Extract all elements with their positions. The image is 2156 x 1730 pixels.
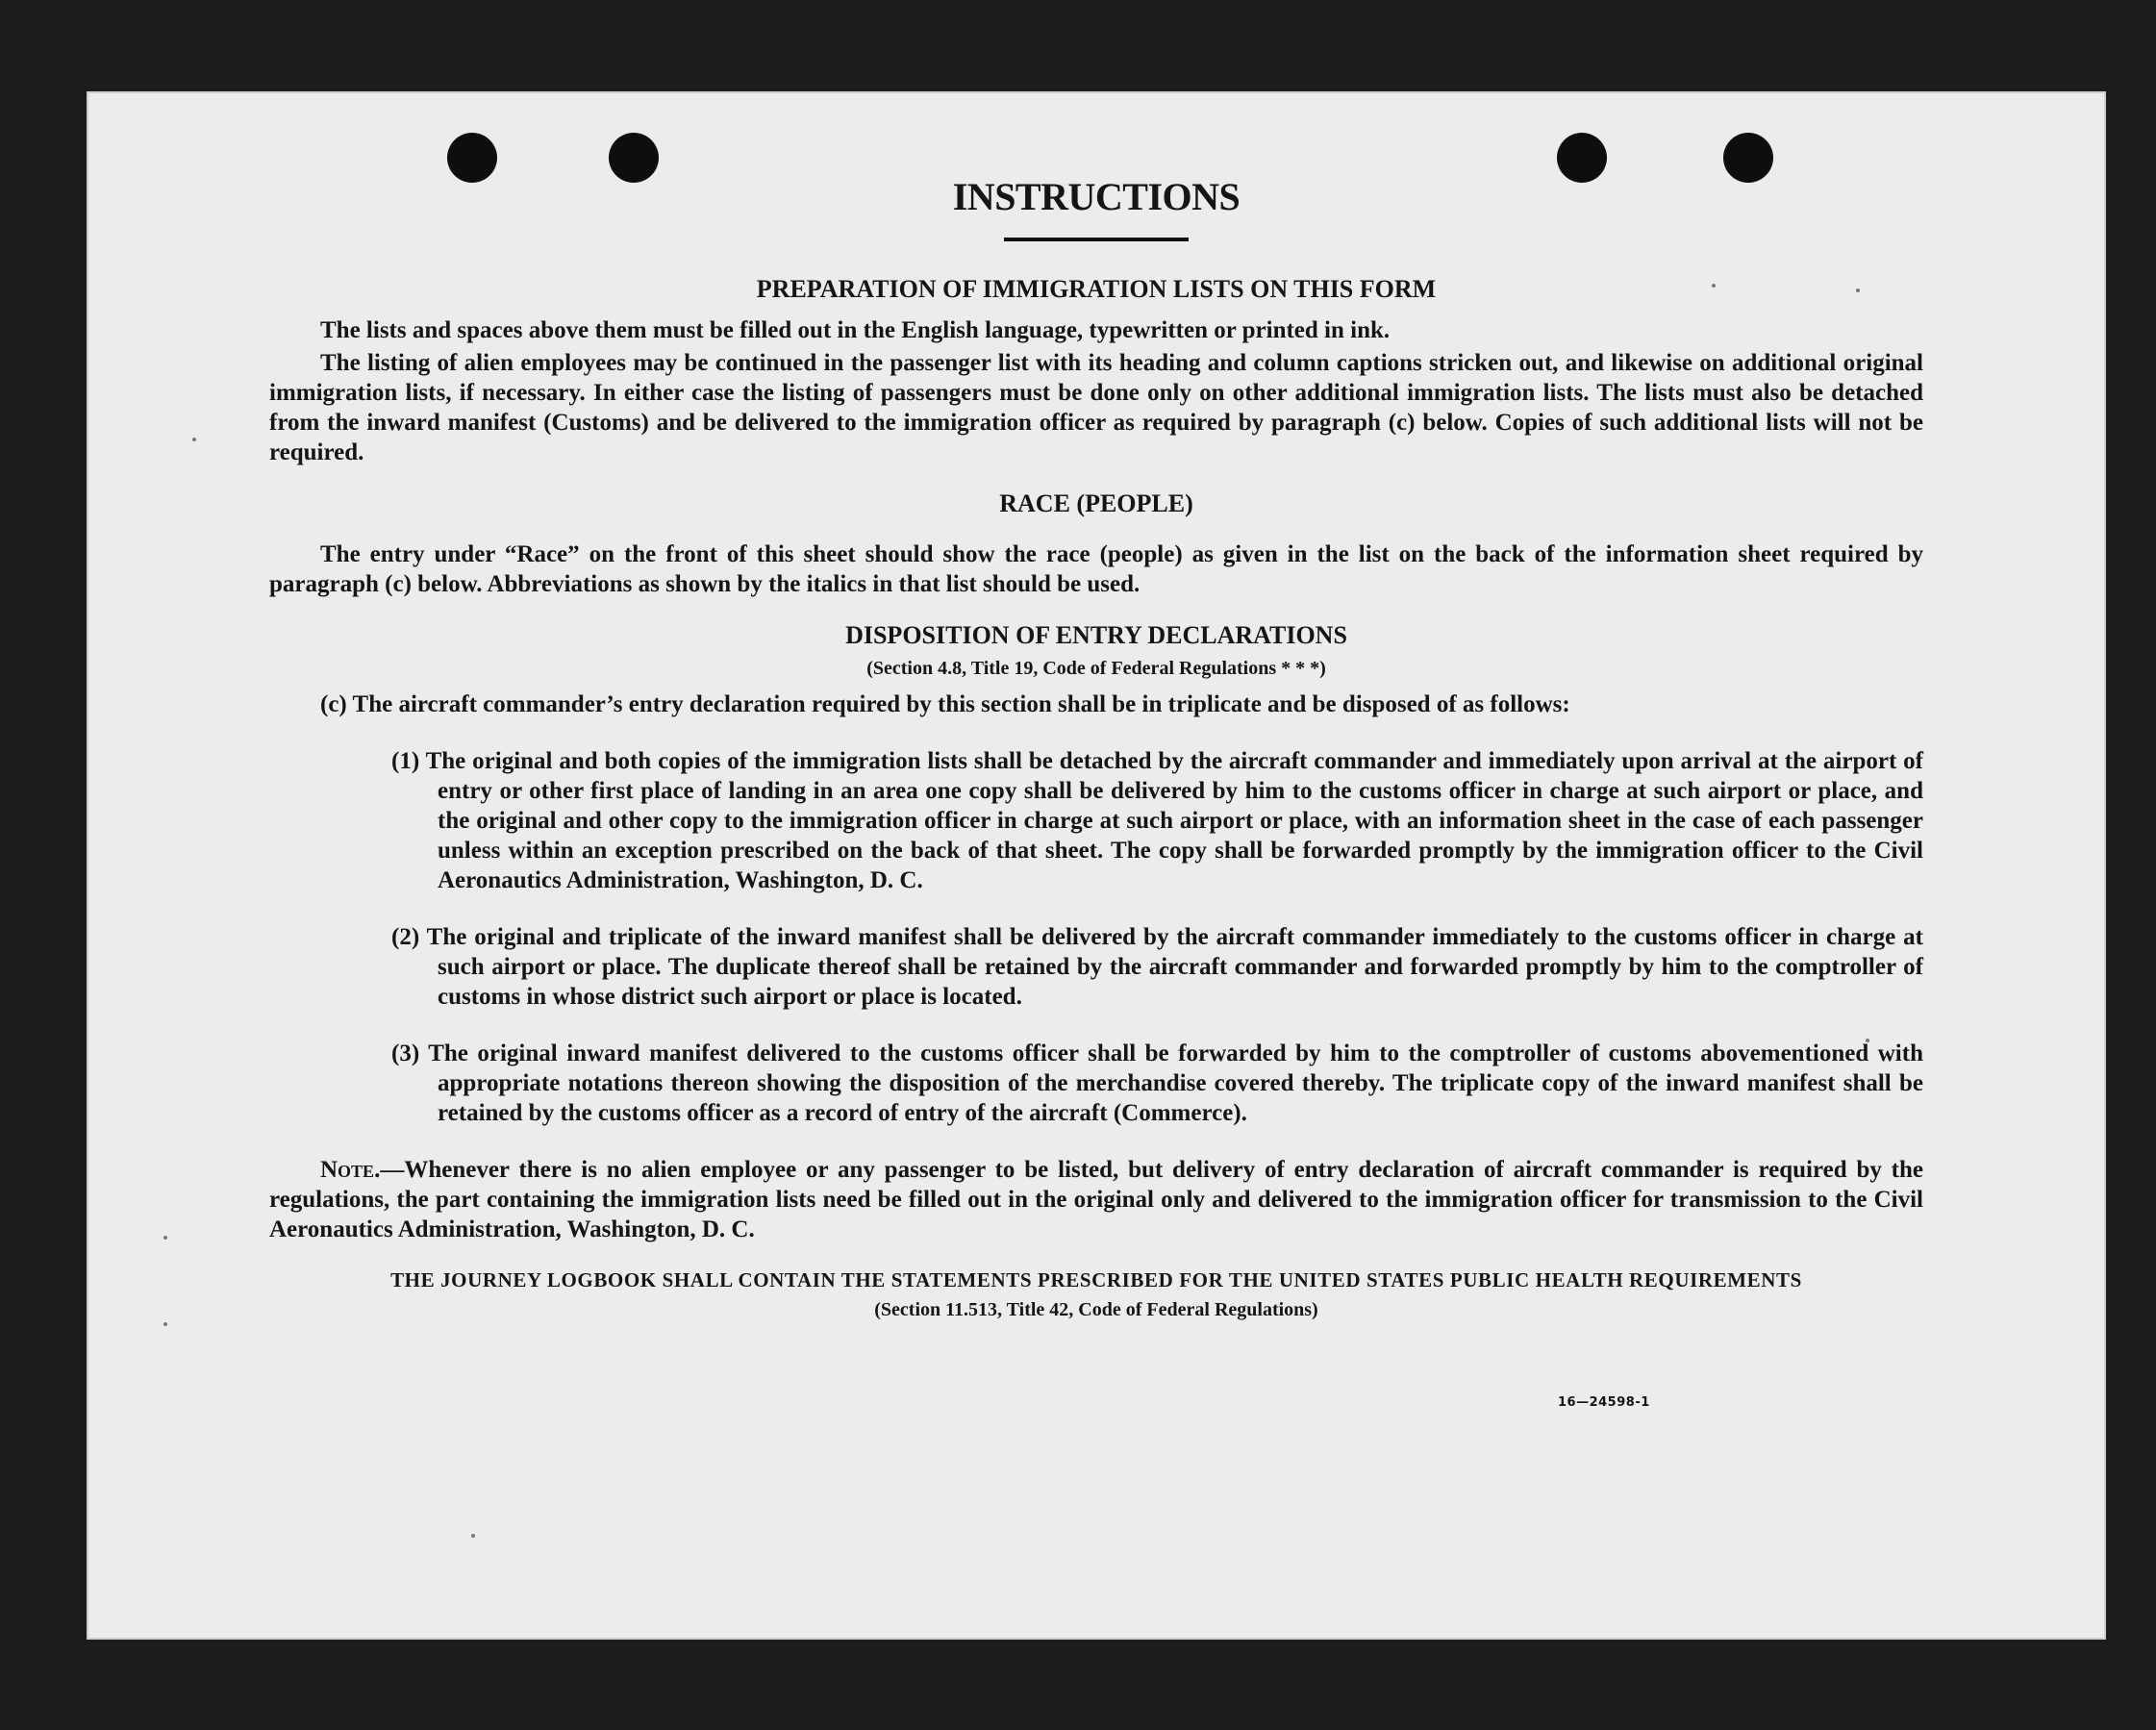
paper-speck	[163, 1322, 167, 1326]
list-item: (1) The original and both copies of the immigration lists shall be detached by the aircraft commander and immediately upon arrival at the airport of entry or other first place of landing in an area one copy shall be delivered by him to the customs officer in charge at such airport or place, and the original and other copy to the immigration officer in charge at such airport or place, with an information sheet in the case of each passenger unless within an exception prescribed on the back of that sheet. The copy shall be forwarded promptly by the immigration officer to the Civil Aeronautics Administration, Washington, D. C.	[391, 748, 1923, 893]
note-paragraph	[269, 1155, 1923, 1244]
note-text: —Whenever there is no alien employee or any passenger to be listed, but delivery of entry declaration of aircraft commander is required by the regulations, the part containing the immigration lists need be filled out in the original only and delivered to the immigration officer for transmission to the Civil Aeronautics Administration, Washington, D. C.	[269, 1157, 1923, 1242]
paragraph-entry-declaration: (c) The aircraft commander’s entry declaration required by this section shall be in triplicate and be disposed of as follows:	[320, 691, 1570, 717]
page-title: INSTRUCTIONS	[952, 175, 1241, 218]
paragraph-alien-employees: The listing of alien employees may be continued in the passenger list with its heading and column captions stricken out, and likewise on additional original immigration lists, if necessary. In either case the listing of passengers must be done only on other additional immigration lists. The lists must also be detached from the inward manifest (Customs) and be delivered to the immigration officer as required by paragraph (c) below. Copies of such additional lists will not be required.	[269, 350, 1923, 465]
paper-speck	[471, 1534, 475, 1538]
list-item: (2) The original and triplicate of the inward manifest shall be delivered by the aircraft commander immediately to the customs officer in charge at such airport or place. The duplicate thereof shall be retained by the aircraft commander and forwarded promptly by him to the comptroller of customs in whose district such airport or place is located.	[391, 924, 1923, 1010]
section-heading-disposition: DISPOSITION OF ENTRY DECLARATIONS	[845, 621, 1347, 649]
note-label: Note.	[320, 1157, 381, 1183]
section-heading-preparation: PREPARATION OF IMMIGRATION LISTS ON THIS FORM	[756, 275, 1437, 303]
paragraph-language: The lists and spaces above them must be filled out in the English language, typewritten or printed in ink.	[320, 317, 1391, 343]
instructions-body	[269, 274, 1923, 1325]
paragraph-race: The entry under “Race” on the front of this sheet should show the race (people) as given in the list on the back of the information sheet required by paragraph (c) below. Abbreviations as shown by the italics in that list should be used.	[269, 541, 1923, 597]
document-sheet	[87, 91, 2106, 1640]
paper-speck	[192, 438, 196, 441]
footer-requirement: THE JOURNEY LOGBOOK SHALL CONTAIN THE STATEMENTS PRESCRIBED FOR THE UNITED STATES PUBLIC HEALTH REQUIREMENTS	[390, 1268, 1802, 1291]
footer-citation: (Section 11.513, Title 42, Code of Federal Regulations)	[874, 1299, 1318, 1320]
section-citation: (Section 4.8, Title 19, Code of Federal Regulations * * *)	[866, 658, 1326, 679]
paper-speck	[163, 1236, 167, 1240]
section-heading-race: RACE (PEOPLE)	[999, 489, 1193, 517]
form-number: 16—24598-1	[1558, 1395, 1650, 1410]
title-underline	[1004, 238, 1189, 241]
list-item: (3) The original inward manifest delivered to the customs officer shall be forwarded by him to the comptroller of customs abovementioned with appropriate notations thereon showing the disposition of the merchandise covered thereby. The triplicate copy of the inward manifest shall be retained by the customs officer as a record of entry of the aircraft (Commerce).	[391, 1041, 1923, 1126]
